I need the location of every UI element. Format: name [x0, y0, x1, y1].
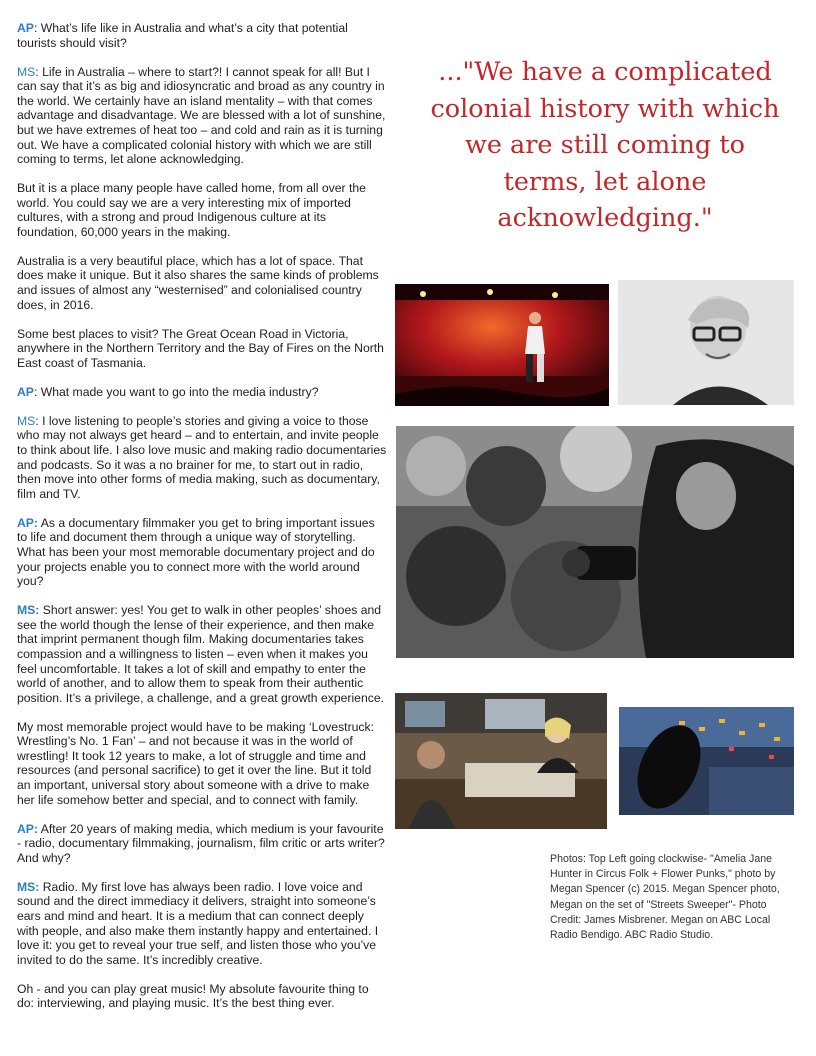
paragraph-text: What’s life like in Australia and what’s a city that potential tourists should visit? [17, 21, 348, 50]
paragraph-text: After 20 years of making media, which medium is your favourite - radio, documentary filmmaking, journalism, film critic or arts writer? And why? [17, 821, 385, 865]
paragraph-3 [17, 181, 387, 239]
paragraph-9 [17, 603, 387, 705]
speaker-tag: MS [17, 413, 36, 428]
paragraph-text: But it is a place many people have called home, from all over the world. You could say we are a very interesting mix of imported cultures, with a strong and proud Indigenous culture at its foundation, 60,000 years in the making. [17, 181, 366, 239]
paragraph-10 [17, 720, 387, 808]
paragraph-text: Australia is a very beautiful place, which has a lot of space. That does make it unique. But it also shares the same kinds of problems and issues of almost any “westernised” and colonialised country does, in 2016. [17, 253, 379, 312]
paragraph-11 [17, 822, 387, 866]
photo-film-set [396, 426, 794, 658]
paragraph-8 [17, 516, 387, 589]
paragraph-text: Radio. My first love has always been radio. I love voice and sound and the direct immediacy it delivers, straight into someone’s ears and mind and heart. It is a medium that can connect deeply with people, and also make them instantly happy and entertained. I love it: you get to reveal your true self, and listen those who you’ve invited to do the same. It’s incredibly creative. [17, 879, 379, 967]
interview-column [17, 21, 387, 1025]
speaker-tag: AP [17, 21, 34, 35]
speaker-tag: MS: [17, 879, 40, 894]
photo-portrait-glasses [618, 280, 794, 405]
paragraph-7: MS: I love listening to people’s stories and giving a voice to those who may not always get heard – and to entertain, and invite people to think about life. I also love music and making radio documentaries and podcasts. So it was a no brainer for me, to start out in radio, then move into other forms of media making, such as documentary, film and TV. [17, 413, 387, 501]
photo-microphone-desk [619, 707, 794, 815]
photo-caption: Photos: Top Left going clockwise- "Amelia Jane Hunter in Circus Folk + Flower Punks," photo by Megan Spencer (c) 2015. Megan Spencer photo, Megan on the set of "Streets Sweeper"- Photo Credit: James Misbrener. Megan on ABC Local Radio Bendigo. ABC Radio Studio. [550, 853, 780, 942]
paragraph-text: As a documentary filmmaker you get to bring important issues to life and document them through a unique way of storytelling. What has been your most memorable documentary project and do your projects enable you to connect more with the world around you? [17, 515, 375, 589]
paragraph-text: What made you want to go into the media industry? [40, 384, 319, 399]
paragraph-6: AP: What made you want to go into the media industry? [17, 384, 319, 399]
speaker-tag: MS [17, 64, 36, 79]
speaker-tag: AP: [17, 821, 38, 836]
paragraph-text: My most memorable project would have to be making ‘Lovestruck: Wrestling’s No. 1 Fan’ – and not because it was in the world of wrestling! It took 12 years to make, a lot of struggle and time and resources (and personal sacrifice) to get it over the line. But it told an important, universal story about someone with a drive to make her life somehow better and special, and to connect with family. [17, 719, 374, 807]
paragraph-text: Life in Australia – where to start?! I cannot speak for all! But I can say that it’s as big and idiosyncratic and broad as any country in the world. We certainly have an island mentality – with that comes advantage and disadvantage. We are blessed with a lot of sunshine, but we have extremes of heat too – and cold and rain as it is turning out. We have a complicated colonial history with which we are still coming to terms, let alone acknowledging. [17, 64, 386, 167]
paragraph-4 [17, 254, 387, 312]
speaker-tag: AP [17, 384, 34, 399]
paragraph-text: Short answer: yes! You get to walk in other peoples’ shoes and see the world though the lense of their experience, and then make that imprint permanent though film. Making documentaries takes compassion and a willingness to listen – even when it makes you feel uncomfortable. It takes a lot of skill and empathy to enter the world of another, and to allow them to speak from their authentic position. It’s a privilege, a challenge, and a great growth experience. [17, 603, 384, 705]
pull-quote: ..."We have a complicated colonial history with which we are still coming to terms, let alone acknowledging." [430, 57, 780, 234]
paragraph-13 [17, 982, 387, 1011]
speaker-tag: AP: [17, 515, 38, 530]
paragraph-1: AP: What’s life like in Australia and what’s a city that potential tourists should visit? [17, 21, 348, 50]
paragraph-text: Some best places to visit? The Great Ocean Road in Victoria, anywhere in the Northern Territory and the Bay of Fires on the North East coast of Tasmania. [17, 326, 384, 370]
speaker-tag: MS: [17, 603, 40, 618]
photo-stage-performer [395, 284, 609, 406]
photo-radio-studio [395, 693, 607, 829]
paragraph-2: MS: Life in Australia – where to start?! I cannot speak for all! But I can say that it’s as big and idiosyncratic and broad as any country in the world. We certainly have an island mentality – with that comes advantage and disadvantage. We are blessed with a lot of sunshine, but we have extremes of heat too – and cold and rain as it is turning out. We have a complicated colonial history with which we are still coming to terms, let alone acknowledging. [17, 64, 386, 167]
paragraph-12 [17, 880, 387, 968]
paragraph-text: Oh - and you can play great music! My absolute favourite thing to do: interviewing, and playing music. It’s the best thing ever. [17, 981, 369, 1011]
paragraph-text: I love listening to people’s stories and giving a voice to those who may not always get heard – and to entertain, and invite people to think about life. I also love music and making radio documentaries and podcasts. So it was a no brainer for me, to start out in radio, then move into other forms of media making, such as documentary, film and TV. [17, 413, 387, 501]
paragraph-5 [17, 327, 387, 371]
